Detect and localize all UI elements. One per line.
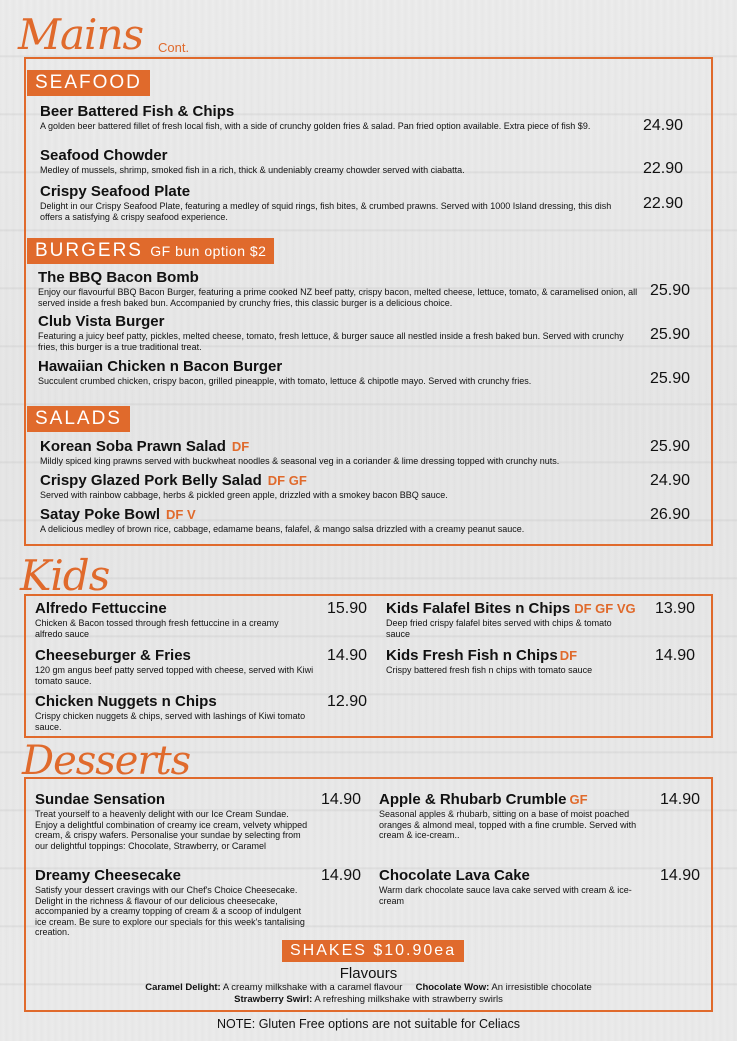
kids-title: Kids <box>20 551 110 600</box>
item-name: Hawaiian Chicken n Bacon Burger <box>38 358 283 375</box>
menu-item <box>35 791 310 851</box>
item-name: Dreamy Cheesecake <box>35 867 181 884</box>
item-desc: Succulent crumbed chicken, crispy bacon, grilled pineapple, with tomato, lettuce & chipotle mayo. Served with crunchy fries. <box>38 376 532 386</box>
item-desc: Warm dark chocolate sauce lava cake served with cream & ice-cream <box>379 885 632 906</box>
flavour-name: Caramel Delight: <box>145 982 221 993</box>
diet-tag: DF V <box>166 507 196 522</box>
mains-title: Mains <box>18 10 144 59</box>
flavour-name: Strawberry Swirl: <box>234 994 313 1005</box>
item-desc: 120 gm angus beef patty served topped with cheese, served with Kiwi tomato sauce. <box>35 665 314 686</box>
flavours-line-1 <box>0 982 737 993</box>
item-name: Seafood Chowder <box>40 147 168 164</box>
diet-tag: DF <box>559 648 578 663</box>
item-name: Beer Battered Fish & Chips <box>40 103 235 120</box>
item-desc: Seasonal apples & rhubarb, sitting on a base of moist poached oranges & almond meal, topped with a fine crumble. Served with cream & ice-cream.. <box>379 809 637 840</box>
desserts-title: Desserts <box>22 738 191 784</box>
item-desc: Crispy chicken nuggets & chips, served with lashings of Kiwi tomato sauce. <box>35 711 306 732</box>
menu-item <box>40 103 620 132</box>
item-name <box>40 506 650 524</box>
menu-item <box>40 472 650 501</box>
item-name: Alfredo Fettuccine <box>35 600 167 617</box>
diet-tag: GF <box>569 792 588 807</box>
item-desc: Chicken & Bacon tossed through fresh fettuccine in a creamy alfredo sauce <box>35 618 279 639</box>
flavour-desc: An irresistible chocolate <box>491 982 592 993</box>
item-name-text: Satay Poke Bowl <box>40 506 161 523</box>
item-price: 12.90 <box>327 693 368 710</box>
item-desc: Crispy battered fresh fish n chips with tomato sauce <box>386 665 593 675</box>
seafood-label: SEAFOOD <box>27 70 150 96</box>
item-name: The BBQ Bacon Bomb <box>38 269 199 286</box>
item-name: Cheeseburger & Fries <box>35 647 191 664</box>
flavours-title: Flavours <box>339 965 398 982</box>
salads-label: SALADS <box>27 406 130 432</box>
flavours-line-2 <box>0 994 737 1005</box>
item-desc: Mildly spiced king prawns served with buckwheat noodles & seasonal veg in a coriander & lime dressing topped with crunchy nuts. <box>40 456 560 466</box>
shakes-label: SHAKES $10.90ea <box>282 940 464 962</box>
item-price: 25.90 <box>650 438 691 455</box>
item-desc: Enjoy our flavourful BBQ Bacon Burger, featuring a prime cooked NZ beef patty, crispy bacon, melted cheese, lettuce, tomato, & caramelised onion, all served inside a fresh baked bun. Accompanied by crunchy fries, this classic burger is a delicious choice. <box>38 287 638 308</box>
item-price: 14.90 <box>660 791 701 808</box>
menu-item <box>40 147 620 176</box>
item-price: 22.90 <box>643 195 684 212</box>
item-name-text: Crispy Glazed Pork Belly Salad <box>40 472 262 489</box>
item-desc: Delight in our Crispy Seafood Plate, featuring a medley of squid rings, fish bites, & crumbed prawns. Served with 1000 Island dressing, this dish offers a satisfying & crispy seafood experience. <box>40 201 612 222</box>
menu-item <box>40 506 650 535</box>
item-price: 24.90 <box>650 472 691 489</box>
item-price: 14.90 <box>327 647 368 664</box>
menu-item <box>386 600 636 639</box>
item-price: 13.90 <box>655 600 696 617</box>
item-price: 14.90 <box>660 867 701 884</box>
menu-item <box>38 358 638 387</box>
item-price: 14.90 <box>321 791 362 808</box>
menu-item <box>38 313 638 352</box>
item-name <box>386 600 636 618</box>
item-desc: Satisfy your dessert cravings with our Chef's Choice Cheesecake. Delight in the richness & flavour of our delicious cheesecake, accompanied by a creamy topping of cream & a scoop of indulgent ice cream. Be sure to explore our specials for this week's tantalising creation. <box>35 885 305 937</box>
item-name-text: Korean Soba Prawn Salad <box>40 438 226 455</box>
item-name: Chocolate Lava Cake <box>379 867 530 884</box>
mains-cont-label: Cont. <box>158 40 190 55</box>
menu-item <box>40 183 620 222</box>
item-price: 14.90 <box>655 647 696 664</box>
menu-item <box>38 269 638 308</box>
item-desc: Treat yourself to a heavenly delight with our Ice Cream Sundae. Enjoy a delightful combination of creamy ice cream, velvety whipped cream, & crispy wafers. Personalise your sundae by selecting from our delightful toppings: Chocolate, Strawberry, or Caramel <box>35 809 308 851</box>
item-name: Chicken Nuggets n Chips <box>35 693 217 710</box>
menu-item <box>35 647 320 686</box>
flavour-desc: A creamy milkshake with a caramel flavour <box>222 982 403 993</box>
menu-item <box>40 438 650 467</box>
item-name-text: Kids Falafel Bites n Chips <box>386 600 571 617</box>
item-name: Club Vista Burger <box>38 313 165 330</box>
item-price: 14.90 <box>321 867 362 884</box>
menu-item <box>386 647 646 676</box>
item-price: 26.90 <box>650 506 691 523</box>
diet-tag: DF GF <box>267 473 307 488</box>
item-desc: A golden beer battered fillet of fresh local fish, with a side of crunchy golden fries & salad. Pan fried option available. Extra piece of fish $9. <box>40 121 591 131</box>
item-name: Sundae Sensation <box>35 791 166 808</box>
menu-item <box>35 867 310 938</box>
item-price: 25.90 <box>650 370 691 387</box>
gluten-note: NOTE: Gluten Free options are not suitable for Celiacs <box>217 1017 520 1031</box>
burgers-label <box>27 238 274 264</box>
item-desc: Featuring a juicy beef patty, pickles, melted cheese, tomato, fresh lettuce, & burger sauce all nestled inside a fresh baked bun. Served with crunchy fries, this burger is a true traditional treat. <box>38 331 624 352</box>
burgers-label-text: BURGERS <box>35 240 143 261</box>
item-desc: Medley of mussels, shrimp, smoked fish in a rich, thick & undeniably creamy chowder served with ciabatta. <box>40 165 465 175</box>
menu-item <box>35 693 320 732</box>
item-desc: Served with rainbow cabbage, herbs & pickled green apple, drizzled with a smokey bacon BBQ sauce. <box>40 490 448 500</box>
flavour-desc: A refreshing milkshake with strawberry swirls <box>314 994 503 1005</box>
diet-tag: DF <box>231 439 250 454</box>
item-name <box>40 472 650 490</box>
flavour-name: Chocolate Wow: <box>415 982 490 993</box>
item-name <box>379 791 651 809</box>
item-price: 22.90 <box>643 160 684 177</box>
burgers-gf-note: GF bun option $2 <box>150 243 267 259</box>
item-name <box>40 438 650 456</box>
menu-item <box>379 791 651 841</box>
item-desc: Deep fried crispy falafel bites served with chips & tomato sauce <box>386 618 612 639</box>
item-price: 24.90 <box>643 117 684 134</box>
item-name: Crispy Seafood Plate <box>40 183 191 200</box>
item-price: 25.90 <box>650 282 691 299</box>
item-desc: A delicious medley of brown rice, cabbage, edamame beans, falafel, & mango salsa drizzled with a creamy peanut sauce. <box>40 524 525 534</box>
item-price: 25.90 <box>650 326 691 343</box>
item-name-text: Apple & Rhubarb Crumble <box>379 791 567 808</box>
menu-item <box>379 867 654 906</box>
item-name <box>386 647 646 665</box>
item-name-text: Kids Fresh Fish n Chips <box>386 647 558 664</box>
item-price: 15.90 <box>327 600 368 617</box>
menu-item <box>35 600 300 639</box>
diet-tag: DF GF VG <box>574 601 636 616</box>
